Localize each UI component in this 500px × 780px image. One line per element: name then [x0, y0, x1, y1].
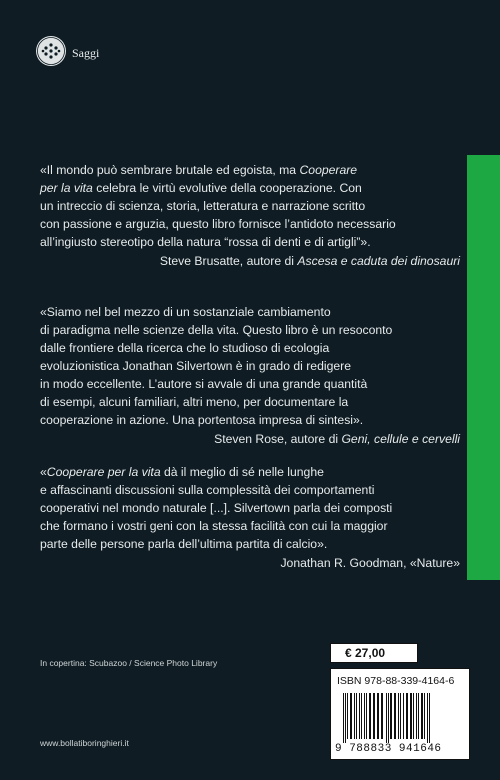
barcode-bar: [403, 693, 404, 739]
quote-line: [40, 303, 460, 321]
quote-text: [40, 463, 460, 553]
barcode-bar: [364, 693, 365, 739]
quote-line: [40, 499, 460, 517]
cover-credit: In copertina: Scubazoo / Science Photo Library: [40, 658, 218, 668]
text-run: dalle frontiere della ricerca che lo studioso di ecologia: [40, 341, 330, 355]
italic-text: Cooperare per la vita: [46, 465, 161, 479]
italic-text: Cooperare: [299, 163, 358, 177]
quote-line: [40, 339, 460, 357]
barcode-bar: [421, 693, 423, 739]
quote-line: [40, 393, 460, 411]
quote-line: [40, 215, 460, 233]
text-run: di esempi, alcuni familiari, altri meno, per documentare la: [40, 395, 349, 409]
barcode-bar: [361, 693, 362, 739]
quote-line: [40, 161, 460, 179]
series-name: Saggi: [72, 46, 100, 60]
italic-text: per la vita: [40, 181, 93, 195]
text-run: celebra le virtù evolutive della cooperazione. Con: [92, 181, 362, 195]
text-run: Steve Brusatte, autore di: [159, 254, 298, 268]
text-run: Steven Rose, autore di: [214, 432, 342, 446]
text-run: parte delle persone parla dell’ultima partita di calcio».: [40, 537, 328, 551]
barcode-bar: [345, 693, 346, 743]
barcode-digits: 9 788833 941646: [335, 743, 442, 755]
quote-line: [40, 411, 460, 429]
isbn-text: ISBN 978-88-339-4164-6: [337, 675, 455, 687]
quote-line: [40, 321, 460, 339]
barcode-graphic: [341, 693, 461, 743]
barcode-bar: [418, 693, 419, 739]
quote-line: [40, 535, 460, 553]
publisher-logo-graphic: [36, 36, 66, 66]
barcode-bar: [388, 693, 389, 743]
text-run: in modo eccellente. L’autore si avvale di una grande quantità: [40, 377, 368, 391]
text-run: evoluzionistica Jonathan Silvertown è in grado di redigere: [40, 359, 351, 373]
barcode-bar: [356, 693, 357, 739]
italic-text: Ascesa e caduta dei dinosauri: [297, 254, 460, 268]
text-run: con passione e arguzia, questo libro fornisce l’antidoto necessario: [40, 217, 396, 231]
green-accent-bar: [467, 155, 500, 580]
quote-text: [40, 161, 460, 251]
text-run: un intreccio di scienza, storia, letteratura e narrazione scritto: [40, 199, 366, 213]
barcode-bar: [429, 693, 430, 743]
quote-line: [40, 375, 460, 393]
barcode-bar: [347, 693, 348, 739]
barcode-bar: [413, 693, 414, 739]
barcode-bar: [398, 693, 399, 739]
quote-line: [40, 197, 460, 215]
text-run: di paradigma nelle scienze della vita. Questo libro è un resoconto: [40, 323, 393, 337]
text-run: «Siamo nel bel mezzo di un sostanziale cambiamento: [40, 305, 331, 319]
barcode-bar: [377, 693, 379, 739]
barcode-bar: [394, 693, 396, 739]
text-run: cooperativi nel mondo naturale [...]. Silvertown parla dei composti: [40, 501, 393, 515]
barcode-bar: [410, 693, 412, 739]
quote-rose: [40, 303, 460, 448]
text-run: dà il meglio di sé nelle lunghe: [160, 465, 324, 479]
publisher-logo: [36, 36, 66, 66]
barcode-bar: [427, 693, 428, 743]
text-run: cooperazione in azione. Una portentosa impresa di sintesi».: [40, 413, 364, 427]
quote-text: [40, 303, 460, 429]
barcode-bar: [400, 693, 401, 739]
quote-attribution: [40, 252, 460, 270]
barcode-bar: [373, 693, 375, 739]
barcode-bar: [369, 693, 371, 739]
barcode-bar: [416, 693, 417, 739]
barcode-bar: [366, 693, 367, 739]
text-run: «: [40, 465, 47, 479]
text-run: «Il mondo può sembrare brutale ed egoista, ma: [40, 163, 300, 177]
quote-line: [40, 463, 460, 481]
quote-line: [40, 357, 460, 375]
quote-goodman: [40, 463, 460, 572]
quote-brusatte: [40, 161, 460, 270]
quote-line: [40, 179, 460, 197]
quote-attribution: [40, 554, 460, 572]
barcode-bar: [424, 693, 425, 739]
barcode-bar: [381, 693, 383, 739]
price-label: € 27,00: [330, 643, 418, 663]
barcode-panel: [330, 668, 470, 760]
quote-line: [40, 481, 460, 499]
barcode-bar: [406, 693, 408, 739]
barcode-bar: [359, 693, 360, 739]
publisher-website: www.bollatiboringhieri.it: [40, 738, 129, 748]
barcode-bar: [343, 693, 344, 743]
barcode-bar: [390, 693, 392, 739]
quote-line: [40, 233, 460, 251]
text-run: che formano i vostri geni con la stessa facilità con cui la maggior: [40, 519, 388, 533]
quote-line: [40, 517, 460, 535]
text-run: e affascinanti discussioni sulla complessità dei comportamenti: [40, 483, 375, 497]
barcode-bar: [386, 693, 387, 743]
barcode-bar: [354, 693, 355, 739]
barcode-bar: [350, 693, 352, 739]
quote-attribution: [40, 430, 460, 448]
italic-text: Geni, cellule e cervelli: [341, 432, 460, 446]
text-run: Jonathan R. Goodman, «Nature»: [280, 556, 460, 570]
text-run: all’ingiusto stereotipo della natura “rossa di denti e di artigli”».: [40, 235, 371, 249]
